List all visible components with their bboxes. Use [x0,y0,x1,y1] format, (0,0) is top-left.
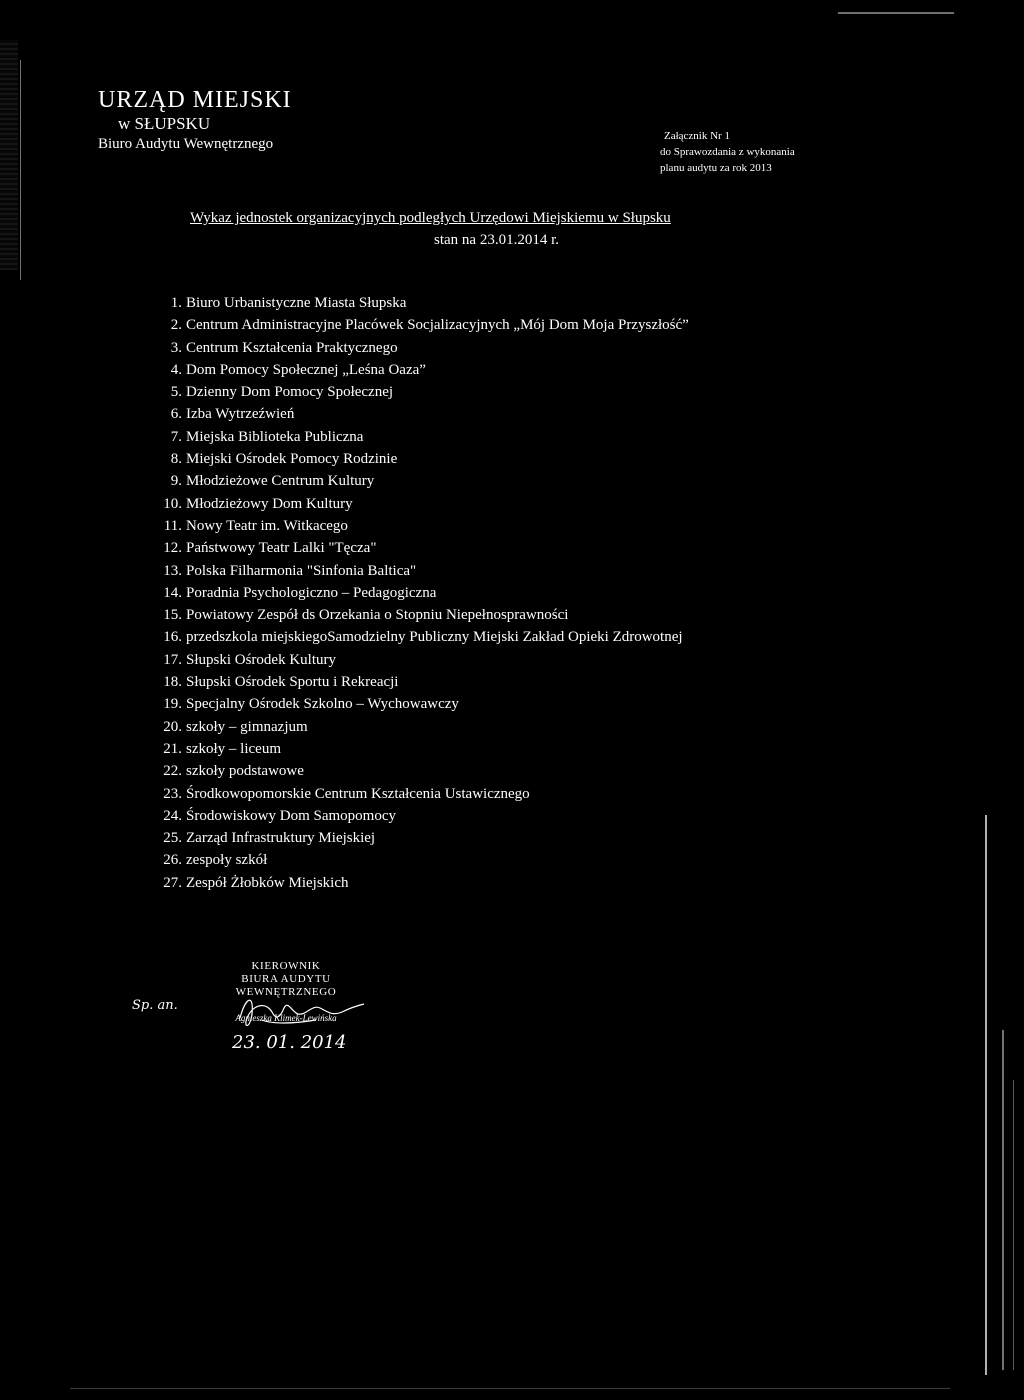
item-number: 2. [170,317,182,334]
list-item [152,337,932,359]
item-number: 26. [163,852,182,869]
item-number: 10. [163,495,182,512]
item-number: 23. [163,785,182,802]
item-name: Państwowy Teatr Lalki "Tęcza" [186,540,377,557]
list-item [152,671,932,693]
item-name: przedszkola miejskiegoSamodzielny Publiczny Miejski Zakład Opieki Zdrowotnej [186,629,683,646]
annex-line: do Sprawozdania z wykonania [660,146,795,158]
item-number: 1. [170,295,182,311]
org-name: URZĄD MIEJSKI [98,87,292,113]
item-number: 27. [163,874,182,891]
list-item [152,292,932,314]
scan-edge-noise [0,40,18,270]
item-name: Młodzieżowy Dom Kultury [186,495,353,512]
list-item [152,515,932,537]
stamp-title-line: BIURA AUDYTU [241,973,331,985]
item-name: Poradnia Psychologiczno – Pedagogiczna [186,584,437,601]
annex-line: Załącznik Nr 1 [664,130,730,142]
signature-date: 23. 01. 2014 [232,1032,347,1053]
list-item [152,448,932,470]
scan-edge-line-top [838,12,954,14]
item-name: Zespół Żłobków Miejskich [186,874,349,891]
item-name: Miejski Ośrodek Pomocy Rodzinie [186,451,398,468]
item-name: szkoły – gimnazjum [186,718,308,735]
scan-edge-line-right [985,815,987,1375]
org-city: w SŁUPSKU [118,114,211,133]
list-item [152,760,932,782]
item-number: 3. [170,339,182,356]
title-date: stan na 23.01.2014 r. [434,232,559,248]
item-number: 24. [163,807,182,824]
item-name: Zarząd Infrastruktury Miejskiej [186,830,376,847]
item-number: 17. [163,651,182,668]
item-number: 9. [170,473,182,490]
list-item [152,783,932,805]
item-number: 22. [163,763,182,780]
list-item [152,426,932,448]
list-item [152,560,932,582]
item-name: Dom Pomocy Społecznej „Leśna Oaza” [186,361,426,378]
letterhead [98,86,338,154]
item-name: Słupski Ośrodek Sportu i Rekreacji [186,674,399,691]
list-item [152,716,932,738]
list-item [152,582,932,604]
item-number: 5. [170,384,182,401]
list-item [152,849,932,871]
list-item [152,403,932,425]
item-number: 19. [163,696,182,713]
list-item [152,872,932,894]
stamp-signatory-name: Agnieszka Klimek-Lewińska [235,1013,337,1023]
item-name: Słupski Ośrodek Kultury [186,651,336,668]
item-number: 25. [163,830,182,847]
item-number: 8. [170,451,182,468]
item-name: Nowy Teatr im. Witkacego [186,517,348,534]
list-item [152,537,932,559]
item-name: Centrum Administracyjne Placówek Socjalizacyjnych „Mój Dom Moja Przyszłość” [186,317,689,334]
list-item [152,649,932,671]
item-number: 13. [163,562,182,579]
unit-list [152,292,932,894]
signature-prefix: Sp. an. [132,998,178,1013]
item-name: zespoły szkół [186,852,268,869]
list-item [152,738,932,760]
list-item [152,604,932,626]
item-name: Centrum Kształcenia Praktycznego [186,339,398,356]
item-name: Dzienny Dom Pomocy Społecznej [186,384,394,401]
annex-line: planu audytu za rok 2013 [660,162,772,174]
item-number: 12. [163,540,182,557]
item-number: 15. [163,607,182,624]
item-number: 7. [170,428,182,445]
item-name: Miejska Biblioteka Publiczna [186,428,364,445]
item-number: 14. [163,584,182,601]
list-item [152,381,932,403]
item-number: 20. [163,718,182,735]
item-name: Biuro Urbanistyczne Miasta Słupska [186,295,407,311]
item-name: Młodzieżowe Centrum Kultury [186,473,375,490]
item-number: 6. [170,406,182,423]
org-department: Biuro Audytu Wewnętrznego [98,136,274,152]
title-main: Wykaz jednostek organizacyjnych podległych Urzędowi Miejskiemu w Słupsku [190,210,671,226]
item-name: Izba Wytrzeźwień [186,406,295,423]
item-name: Powiatowy Zespół ds Orzekania o Stopniu Niepełnosprawności [186,607,569,624]
list-item [152,314,932,336]
scan-edge-line-right-2 [1002,1030,1004,1370]
item-number: 21. [163,740,182,757]
scan-edge-line-bottom [70,1388,950,1389]
list-item [152,493,932,515]
item-name: Środkowopomorskie Centrum Kształcenia Ustawicznego [186,785,530,802]
list-item [152,827,932,849]
item-number: 4. [170,361,182,378]
annex-note [660,128,880,176]
list-item [152,626,932,648]
list-item [152,805,932,827]
item-name: szkoły – liceum [186,740,281,757]
scan-edge-line-left [20,60,21,280]
stamp-title-line: WEWNĘTRZNEGO [235,986,337,998]
item-name: szkoły podstawowe [186,763,304,780]
item-number: 11. [163,517,182,534]
scan-edge-line-right-3 [1013,1080,1014,1370]
list-item [152,359,932,381]
item-name: Polska Filharmonia "Sinfonia Baltica" [186,562,417,579]
item-number: 18. [163,674,182,691]
item-name: Specjalny Ośrodek Szkolno – Wychowawczy [186,696,459,713]
item-name: Środowiskowy Dom Samopomocy [186,807,396,824]
item-number: 16. [163,629,182,646]
list-item [152,470,932,492]
stamp-title-line: KIEROWNIK [251,960,321,972]
list-item [152,693,932,715]
